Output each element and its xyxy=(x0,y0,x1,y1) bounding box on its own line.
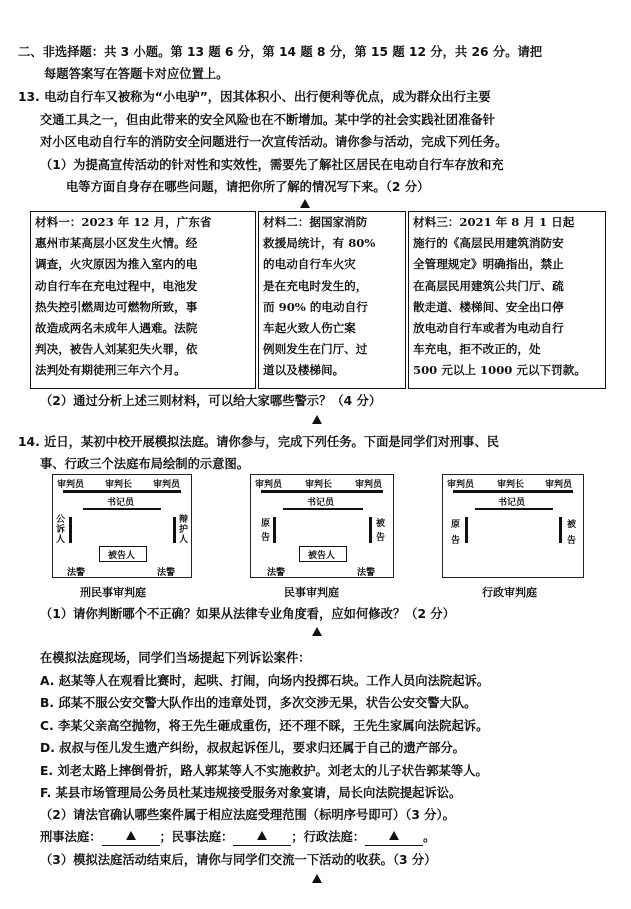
material-line: 全管理规定》明确指出，禁止 xyxy=(413,257,564,272)
defendant-side-label: 被告 xyxy=(567,520,577,546)
criminal-court-blank[interactable] xyxy=(102,829,160,846)
material-line: 例则发生在门厅、过 xyxy=(263,342,368,357)
clerk-label: 书记员 xyxy=(107,498,135,508)
q14-sub2: （2）请法官确认哪些案件属于相应法庭受理范围（标明序号即可）（3 分）。 xyxy=(40,808,455,822)
side-desk xyxy=(173,517,176,543)
q13-sub2: （2）通过分析上述三则材料，可以给大家哪些警示？（4 分） xyxy=(40,394,382,408)
section-header-line-1: 二、非选择题：共 3 小题。第 13 题 6 分，第 14 题 8 分，第 15 题 12 分，共 26 分。请把 xyxy=(18,45,543,59)
criminal-court-label: 刑事法庭： xyxy=(40,830,102,844)
defendant-side-label: 被告 xyxy=(376,519,386,543)
defender-label: 辩护人 xyxy=(179,515,189,545)
q14-sub3: （3）模拟法庭活动结束后，请你与同学们交流一下活动的收获。（3 分） xyxy=(40,853,437,867)
answer-marker-icon xyxy=(312,627,322,636)
plaintiff-label: 原告 xyxy=(261,519,271,543)
material-line: 500 元以上 1000 元以下罚款。 xyxy=(413,363,586,378)
material-line: 故造成两名未成年人遇难。法院 xyxy=(35,321,198,336)
material-line: 材料三：2021 年 8 月 1 日起 xyxy=(413,215,575,229)
plaintiff-label: 原告 xyxy=(451,520,461,546)
q14-stem-line-2: 事、行政三个法庭布局绘制的示意图。 xyxy=(40,457,250,471)
bailiff-label: 法警 xyxy=(267,568,286,578)
bailiff-label: 法警 xyxy=(67,568,86,578)
bench-bar xyxy=(261,490,383,493)
side-desk xyxy=(369,517,372,543)
prosecutor-label: 公诉人 xyxy=(56,515,66,545)
defendant-box xyxy=(299,546,347,562)
material-line: 材料二：据国家消防 xyxy=(263,215,368,229)
section-header-line-2: 每题答案写在答题卡对应位置上。 xyxy=(44,67,229,81)
judge-label: 审判员 xyxy=(447,480,475,490)
q13-stem-line-3: 对小区电动自行车的消防安全问题进行一次宣传活动。请你参与活动，完成下列任务。 xyxy=(40,135,508,149)
material-line: 判决，被告人刘某犯失火罪，依 xyxy=(35,342,198,357)
court-caption-criminal: 刑民事审判庭 xyxy=(80,586,146,599)
judge-label: 审判员 xyxy=(545,480,573,490)
clerk-label: 书记员 xyxy=(498,498,526,508)
side-desk xyxy=(559,517,562,543)
court-diagram-criminal xyxy=(52,474,192,578)
side-desk xyxy=(273,517,276,543)
material-line: 热失控引燃周边可燃物所致，事 xyxy=(35,299,198,314)
material-line: 动自行车在充电过程中，电池发 xyxy=(35,278,198,293)
material-line: 材料一：2023 年 12 月，广东省 xyxy=(35,215,212,229)
court-caption-civil: 民事审判庭 xyxy=(284,586,339,599)
material-two-box xyxy=(258,211,406,389)
bailiff-label: 法警 xyxy=(357,568,376,578)
side-desk xyxy=(465,517,468,543)
defendant-label: 被告人 xyxy=(108,551,136,561)
q13-sub1-line-1: （1）为提高宣传活动的针对性和实效性，需要先了解社区居民在电动自行车存放和充 xyxy=(40,158,504,172)
judge-label: 审判员 xyxy=(153,480,181,490)
case-item: C. 李某父亲高空抛物，将王先生砸成重伤，还不理不睬，王先生家属向法院起诉。 xyxy=(40,719,489,733)
case-item: B. 邱某不服公安交警大队作出的违章处罚，多次交涉无果，状告公安交警大队。 xyxy=(40,696,477,710)
bench-bar xyxy=(63,490,181,493)
cases-intro: 在模拟法庭现场，同学们当场提起下列诉讼案件： xyxy=(40,651,311,665)
clerk-bar xyxy=(475,508,553,510)
fill-blank-line xyxy=(40,829,435,846)
clerk-bar xyxy=(83,508,161,510)
material-line: 道以及楼梯间。 xyxy=(263,363,345,378)
material-line: 的电动自行车火灾 xyxy=(263,257,356,272)
material-line: 车充电，拒不改正的，处 xyxy=(413,342,541,357)
civil-court-blank[interactable] xyxy=(233,829,291,846)
material-line: 调查，火灾原因为推入室内的电 xyxy=(35,257,198,272)
court-caption-administrative: 行政审判庭 xyxy=(482,586,537,599)
fill-end: 。 xyxy=(423,830,436,844)
bailiff-label: 法警 xyxy=(157,568,176,578)
court-diagram-administrative xyxy=(442,474,584,578)
material-one-box xyxy=(30,211,256,389)
court-diagram-civil xyxy=(250,474,394,578)
q13-stem-line-2: 交通工具之一，但由此带来的安全风险也在不断增加。某中学的社会实践社团准备针 xyxy=(40,113,495,127)
clerk-label: 书记员 xyxy=(307,498,335,508)
chief-judge-label: 审判长 xyxy=(105,480,133,490)
answer-marker-icon xyxy=(312,874,322,883)
case-item: E. 刘老太路上摔倒骨折，路人郭某等人不实施救护。刘老太的儿子状告郭某等人。 xyxy=(40,764,488,778)
case-item: D. 叔叔与侄儿发生遗产纠纷，叔叔起诉侄儿，要求归还属于自己的遗产部分。 xyxy=(40,741,465,755)
civil-court-label: ；民事法庭： xyxy=(159,830,234,844)
chief-judge-label: 审判长 xyxy=(305,480,333,490)
material-line: 在高层民用建筑公共门厅、疏 xyxy=(413,278,564,293)
judge-label: 审判员 xyxy=(255,480,283,490)
material-line: 是在充电时发生的， xyxy=(263,278,368,293)
clerk-bar xyxy=(283,508,363,510)
material-line: 救援局统计，有 80% xyxy=(263,236,376,251)
judge-label: 审判员 xyxy=(57,480,85,490)
chief-judge-label: 审判长 xyxy=(497,480,525,490)
judge-label: 审判员 xyxy=(355,480,383,490)
q14-sub1: （1）请你判断哪个不正确？如果从法律专业角度看，应如何修改？（2 分） xyxy=(40,607,455,621)
case-item: A. 赵某等人在观看比赛时，起哄、打闹，向场内投掷石块。工作人员向法院起诉。 xyxy=(40,674,490,688)
answer-marker-icon xyxy=(300,199,310,208)
admin-court-label: ；行政法庭： xyxy=(291,830,366,844)
bench-bar xyxy=(453,490,573,493)
material-three-box xyxy=(408,211,606,389)
q13-stem-line-1: 13. 电动自行车又被称为“小电驴”，因其体积小、出行便利等优点，成为群众出行主要 xyxy=(18,90,491,104)
defendant-box xyxy=(99,546,147,562)
q14-stem-line-1: 14. 近日，某初中校开展模拟法庭。请你参与，完成下列任务。下面是同学们对刑事、民 xyxy=(18,435,500,449)
admin-court-blank[interactable] xyxy=(365,829,423,846)
case-item: F. 某县市场管理局公务员杜某违规接受服务对象宴请，局长向法院提起诉讼。 xyxy=(40,786,462,800)
material-line: 车起火致人伤亡案 xyxy=(263,321,356,336)
material-line: 散走道、楼梯间、安全出口停 xyxy=(413,299,564,314)
material-line: 施行的《高层民用建筑消防安 xyxy=(413,236,564,251)
material-line: 惠州市某高层小区发生火情。经 xyxy=(35,236,198,251)
q13-sub1-line-2: 电等方面自身存在哪些问题，请把你所了解的情况写下来。（2 分） xyxy=(66,180,430,194)
defendant-label: 被告人 xyxy=(308,551,336,561)
side-desk xyxy=(69,517,72,543)
material-line: 法判处有期徒刑三年六个月。 xyxy=(35,363,186,378)
material-line: 放电动自行车或者为电动自行 xyxy=(413,321,564,336)
answer-marker-icon xyxy=(312,415,322,424)
material-line: 而 90% 的电动自行 xyxy=(263,299,368,314)
